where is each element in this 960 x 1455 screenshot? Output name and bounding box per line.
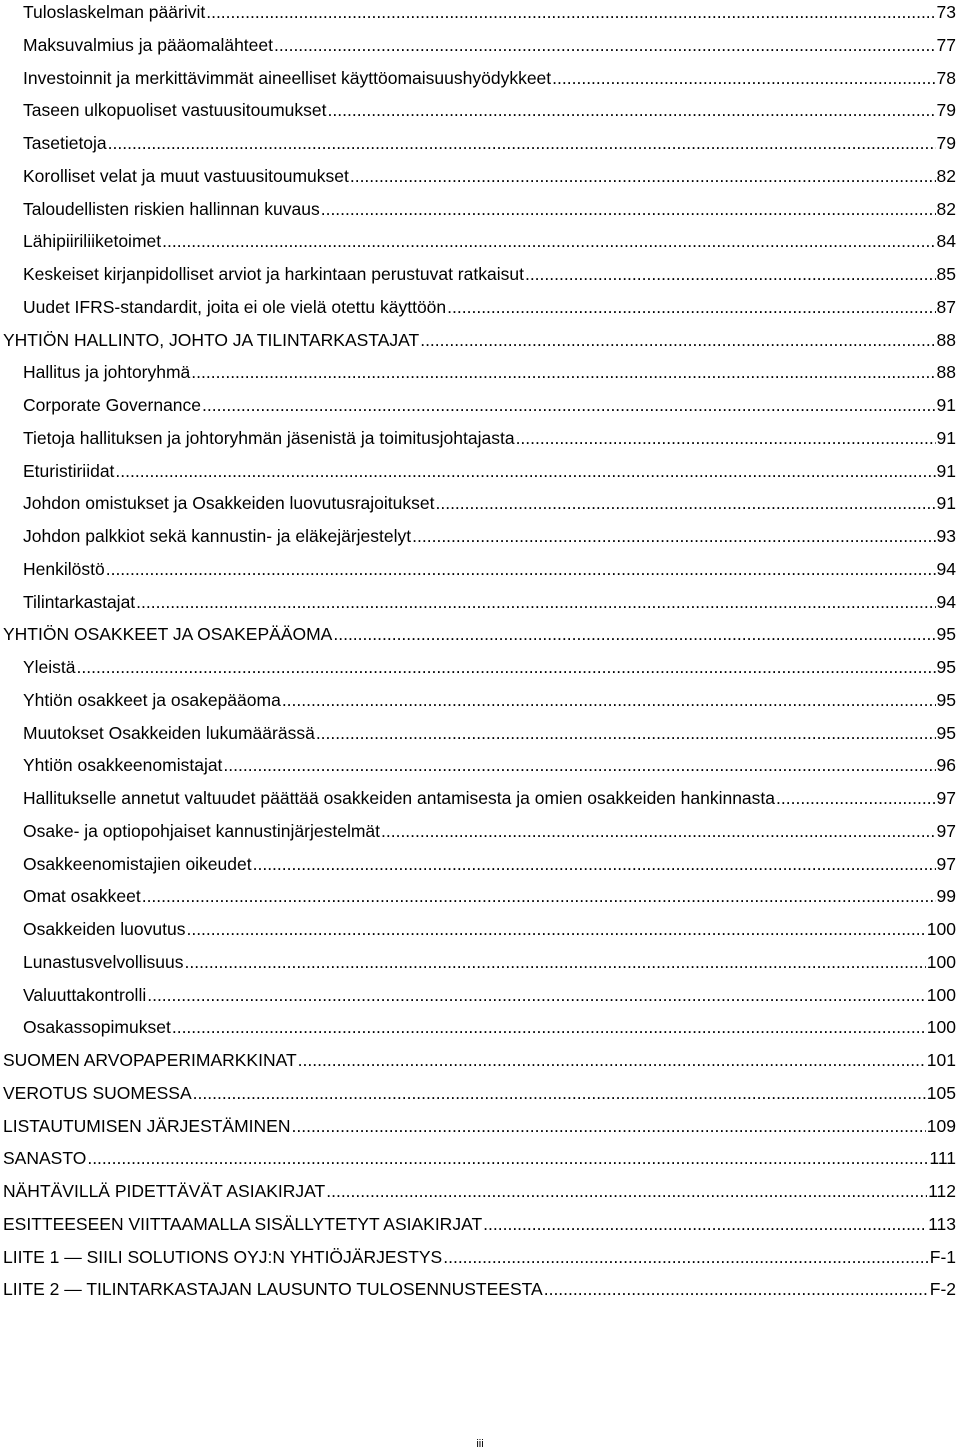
toc-entry-page: 91 <box>936 395 956 415</box>
dot-leader <box>321 193 936 226</box>
toc-entry-title: Yhtiön osakkeenomistajat <box>23 755 223 776</box>
toc-entry-title: Lunastusvelvollisuus <box>23 951 184 972</box>
toc-entry-page: 100 <box>926 951 956 972</box>
dot-leader <box>381 815 936 848</box>
toc-entry-page: 113 <box>928 1213 956 1234</box>
dot-leader <box>185 946 926 979</box>
toc-entry[interactable] <box>0 127 958 160</box>
dot-leader <box>202 389 936 422</box>
toc-entry[interactable] <box>0 487 958 520</box>
toc-entry-page: 100 <box>926 919 956 939</box>
toc-entry[interactable] <box>0 193 958 226</box>
toc-entry[interactable] <box>0 717 958 750</box>
toc-entry-page: 77 <box>936 34 956 55</box>
dot-leader <box>186 913 925 946</box>
toc-entry[interactable] <box>0 1011 958 1044</box>
toc-entry-page: 93 <box>936 526 956 546</box>
toc-entry-page: 87 <box>936 296 956 317</box>
dot-leader <box>162 225 935 258</box>
toc-entry-title: Keskeiset kirjanpidolliset arviot ja harkintaan perustuvat ratkaisut <box>23 264 524 284</box>
toc-entry-title: Maksuvalmius ja pääomalähteet <box>23 34 273 55</box>
toc-entry-page: 82 <box>936 165 956 186</box>
dot-leader <box>147 979 926 1012</box>
toc-entry-title: Investoinnit ja merkittävimmät aineelliset käyttöomaisuushyödykkeet <box>23 67 552 88</box>
dot-leader <box>328 94 936 127</box>
toc-entry-title: Muutokset Osakkeiden lukumäärässä <box>23 722 315 743</box>
toc-entry-title: Tilintarkastajat <box>23 591 136 612</box>
toc-entry-title: Taloudellisten riskien hallinnan kuvaus <box>23 198 320 219</box>
toc-entry-title: VEROTUS SUOMESSA <box>3 1082 192 1103</box>
toc-entry[interactable] <box>0 749 958 782</box>
toc-entry-page: 79 <box>936 133 956 153</box>
dot-leader <box>223 749 935 782</box>
dot-leader <box>483 1208 927 1241</box>
toc-entry[interactable] <box>0 225 958 258</box>
toc-entry-title: NÄHTÄVILLÄ PIDETTÄVÄT ASIAKIRJAT <box>3 1181 326 1201</box>
toc-entry[interactable] <box>0 1044 958 1077</box>
toc-entry[interactable] <box>0 389 958 422</box>
toc-entry-page: 99 <box>936 886 956 907</box>
toc-entry-title: Osakkeiden luovutus <box>23 919 186 939</box>
toc-entry[interactable] <box>0 684 958 717</box>
toc-entry-page: 91 <box>936 460 956 481</box>
toc-entry[interactable] <box>0 880 958 913</box>
dot-leader <box>274 29 936 62</box>
toc-entry-title: Osake- ja optiopohjaiset kannustinjärjestelmät <box>23 820 380 841</box>
dot-leader <box>412 520 935 553</box>
toc-entry-title: Johdon omistukset ja Osakkeiden luovutusrajoitukset <box>23 493 435 514</box>
toc-entry-page: 91 <box>936 493 956 514</box>
toc-entry-title: Osakassopimukset <box>23 1017 171 1038</box>
toc-entry[interactable] <box>0 651 958 684</box>
toc-entry-title: YHTIÖN HALLINTO, JOHTO JA TILINTARKASTAJAT <box>3 329 420 350</box>
toc-entry-page: 94 <box>936 591 956 612</box>
toc-entry-page: 97 <box>936 820 956 841</box>
toc-entry-title: LIITE 1 — SIILI SOLUTIONS OYJ:N YHTIÖJÄRJESTYS <box>3 1246 443 1267</box>
toc-entry[interactable] <box>0 1110 958 1143</box>
dot-leader <box>420 324 935 357</box>
dot-leader <box>136 586 935 619</box>
dot-leader <box>552 62 935 95</box>
toc-entry-page: 84 <box>936 231 956 252</box>
dot-leader <box>435 487 935 520</box>
dot-leader <box>282 684 936 717</box>
toc-entry-title: Taseen ulkopuoliset vastuusitoumukset <box>23 100 327 121</box>
toc-entry-page: 79 <box>936 100 956 121</box>
toc-entry-page: 82 <box>936 198 956 219</box>
toc-entry-title: Uudet IFRS-standardit, joita ei ole vielä otettu käyttöön <box>23 296 447 317</box>
toc-entry[interactable] <box>0 291 958 324</box>
toc-entry-title: YHTIÖN OSAKKEET JA OSAKEPÄÄOMA <box>3 624 333 645</box>
dot-leader <box>333 618 935 651</box>
toc-entry[interactable] <box>0 1208 958 1241</box>
toc-entry[interactable] <box>0 1077 958 1110</box>
toc-entry-page: 88 <box>936 329 956 350</box>
toc-entry[interactable] <box>0 1175 958 1208</box>
toc-entry[interactable] <box>0 815 958 848</box>
toc-entry-title: Henkilöstö <box>23 558 105 579</box>
dot-leader <box>447 291 935 324</box>
toc-entry-page: 95 <box>936 624 956 645</box>
toc-entry[interactable] <box>0 586 958 619</box>
page-number: iii <box>476 1438 484 1450</box>
toc-entry-title: SANASTO <box>3 1148 87 1169</box>
toc-entry-title: LIITE 2 — TILINTARKASTAJAN LAUSUNTO TULOSENNUSTEESTA <box>3 1279 543 1300</box>
toc-entry[interactable] <box>0 618 958 651</box>
dot-leader <box>106 553 936 586</box>
dot-leader <box>191 356 935 389</box>
toc-entry-page: 96 <box>936 755 956 776</box>
dot-leader <box>108 127 936 160</box>
toc-entry-page: 100 <box>926 1017 956 1038</box>
toc-entry-page: 95 <box>936 722 956 743</box>
dot-leader <box>516 422 936 455</box>
toc-entry-page: 78 <box>936 67 956 88</box>
toc-entry[interactable] <box>0 0 958 29</box>
toc-entry[interactable] <box>0 946 958 979</box>
toc-entry[interactable] <box>0 29 958 62</box>
dot-leader <box>298 1044 926 1077</box>
toc-entry-page: F-2 <box>929 1279 956 1300</box>
toc-entry[interactable] <box>0 160 958 193</box>
dot-leader <box>525 258 936 291</box>
toc-entry-title: Yhtiön osakkeet ja osakepääoma <box>23 689 281 710</box>
toc-entry[interactable] <box>0 94 958 127</box>
toc-entry[interactable] <box>0 1241 958 1274</box>
toc-entry[interactable] <box>0 979 958 1012</box>
toc-entry[interactable] <box>0 356 958 389</box>
toc-entry-title: LISTAUTUMISEN JÄRJESTÄMINEN <box>3 1115 291 1136</box>
toc-entry-page: 105 <box>926 1082 956 1103</box>
toc-entry-page: 100 <box>926 984 956 1005</box>
toc-entry[interactable] <box>0 62 958 95</box>
toc-entry-page: 97 <box>936 853 956 874</box>
dot-leader <box>253 848 936 881</box>
toc-entry-title: Korolliset velat ja muut vastuusitoumukset <box>23 165 349 186</box>
toc-entry[interactable] <box>0 848 958 881</box>
dot-leader <box>77 651 936 684</box>
toc-entry-page: 94 <box>936 558 956 579</box>
toc-entry[interactable] <box>0 258 958 291</box>
toc-entry[interactable] <box>0 1142 958 1175</box>
dot-leader <box>326 1175 927 1208</box>
dot-leader <box>350 160 936 193</box>
dot-leader <box>206 0 935 29</box>
toc-entry-page: 95 <box>936 689 956 710</box>
dot-leader <box>115 455 935 488</box>
toc-entry-page: 88 <box>936 362 956 383</box>
dot-leader <box>172 1011 926 1044</box>
toc-entry-title: ESITTEESEEN VIITTAAMALLA SISÄLLYTETYT ASIAKIRJAT <box>3 1213 483 1234</box>
toc-entry-page: 109 <box>926 1115 956 1136</box>
toc-entry-title: SUOMEN ARVOPAPERIMARKKINAT <box>3 1050 297 1070</box>
toc-entry-title: Tasetietoja <box>23 133 107 153</box>
toc-entry-title: Hallitus ja johtoryhmä <box>23 362 191 383</box>
dot-leader <box>193 1077 926 1110</box>
toc-entry-title: Hallitukselle annetut valtuudet päättää osakkeiden antamisesta ja omien osakkeiden hankinnasta <box>23 788 776 808</box>
toc-entry[interactable] <box>0 520 958 553</box>
toc-entry[interactable] <box>0 422 958 455</box>
dot-leader <box>316 717 936 750</box>
toc-entry-title: Tuloslaskelman päärivit <box>23 2 206 22</box>
toc-entry[interactable] <box>0 782 958 815</box>
toc-entry-title: Eturistiriidat <box>23 460 115 481</box>
toc-entry-title: Yleistä <box>23 657 76 677</box>
toc-entry-page: 112 <box>928 1181 956 1201</box>
toc-entry-title: Tietoja hallituksen ja johtoryhmän jäsenistä ja toimitusjohtajasta <box>23 427 515 448</box>
toc-entry-page: 95 <box>936 657 956 677</box>
dot-leader <box>292 1110 926 1143</box>
toc-entry-title: Valuuttakontrolli <box>23 984 147 1005</box>
dot-leader <box>544 1273 929 1306</box>
toc-entry[interactable] <box>0 455 958 488</box>
toc-entry[interactable] <box>0 1273 958 1306</box>
toc-entry-title: Lähipiiriliiketoimet <box>23 231 162 252</box>
toc-entry-title: Johdon palkkiot sekä kannustin- ja eläkejärjestelyt <box>23 526 412 546</box>
dot-leader <box>776 782 936 815</box>
toc-entry[interactable] <box>0 913 958 946</box>
toc-entry-page: 111 <box>929 1148 956 1169</box>
dot-leader <box>443 1241 929 1274</box>
toc-entry-title: Corporate Governance <box>23 395 202 415</box>
toc-entry-page: 73 <box>936 2 956 22</box>
toc-entry[interactable] <box>0 553 958 586</box>
toc-entry-page: 85 <box>936 264 956 284</box>
toc-entry-page: F-1 <box>929 1246 956 1267</box>
toc-entry-page: 101 <box>926 1050 956 1070</box>
toc-entry-page: 97 <box>936 788 956 808</box>
toc-entry-title: Osakkeenomistajien oikeudet <box>23 853 252 874</box>
toc-entry[interactable] <box>0 324 958 357</box>
dot-leader <box>87 1142 928 1175</box>
toc-entry-page: 91 <box>936 427 956 448</box>
dot-leader <box>142 880 936 913</box>
toc-entry-title: Omat osakkeet <box>23 886 141 907</box>
